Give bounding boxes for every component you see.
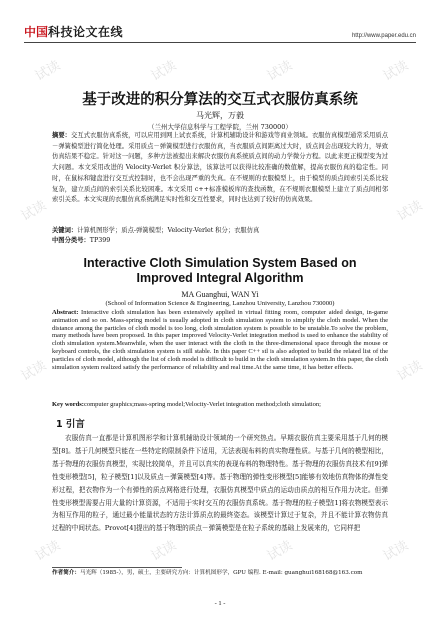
page-number: - 1 -	[214, 600, 226, 607]
watermark: 试读	[32, 58, 64, 85]
watermark: 试读	[394, 198, 426, 225]
authors-chinese: 马光辉，万毅	[196, 111, 244, 120]
keywords-chinese	[52, 226, 388, 235]
keywords-english-label: Key words:	[52, 401, 84, 408]
abstract-chinese-label: 摘要：	[52, 132, 72, 139]
section-body: 衣服仿真一直都是计算机图形学和计算机辅助设计领域的一个研究热点。早期衣服仿真主要采用基于几何的模型[8]。基于几何模型只能在一些特定的限制条件下适用，无法表现布料的真实物理性质。与基于几何的模型相比，基于物理的衣服仿真模型，实现比较简单，并且可以真实的表现布料的物理特性。基于物理的衣服仿真技术有[9]弹性变形模型[5]，粒子模型[1]以及质点－弹簧模型[4]等。基于物理的弹性变形模型[5]能够有效地仿真物体的弹性变形过程，把衣物作为一个有弹性的质点网格进行处理，衣服仿真模型中质点的运动由质点的相互作用力决定。但弹性变形模型需要占用大量的计算资源，不适用于实时交互的衣服仿真系统。基于物理的粒子模型[1]将衣物模型表示为相互作用的粒子，通过最小能量状态的方法计算质点的最终姿态。该模型计算过于复杂，并且不能计算衣物仿真过程的中间状态。Provot[4]提出的基于物理的质点－弹簧模型是在粒子系统的基础上发展来的，它同样把	[52, 434, 388, 533]
watermark: 试读	[148, 538, 180, 565]
affiliation-english: (School of Information Science & Engineering, Lanzhou University, Lanzhou 730000)	[105, 300, 335, 307]
abstract-chinese	[52, 131, 388, 206]
page-header	[24, 22, 416, 43]
logo-text-china: 中国	[24, 25, 49, 39]
watermark: 试读	[380, 58, 412, 85]
classification-number	[52, 236, 388, 245]
footnote-divider	[52, 567, 182, 568]
keywords-english	[52, 401, 388, 409]
abstract-english-text: Interactive cloth simulation has been extensively applied in virtual fitting room, computer aided design, in-game animation and so on. Mass-spring model is usually adopted in cloth simulation system to simplify the cloth model. When the distance among the particles of cloth model is too long, cloth simulation system is possible to be unstable.To solve the problem, many methods have been proposed. In this paper improved Velocity-Verlet integration method is used to enhance the stability of cloth simulation system.Meanwhile, when the user interact with the cloth in the three-dimensional space through the mouse or keyboard controls, the cloth simulation system is still stable. In this paper C++ stl is also adopted to build the related list of the particles of cloth model, although the list of cloth model is difficult to build in the cloth simulation system.In this paper, the cloth simulation system realized satisfy the performance of reliability and real time.At the same time, it has better effects.	[52, 309, 388, 371]
footnote-label: 作者简介：	[52, 570, 80, 576]
watermark: 试读	[264, 538, 296, 565]
watermark: 试读	[18, 198, 50, 225]
watermark: 试读	[32, 538, 64, 565]
journal-logo	[24, 23, 123, 42]
watermark: 试读	[380, 538, 412, 565]
logo-text-name: 科技论文在线	[48, 25, 124, 39]
authors-english: MA Guanghui, WAN Yi	[181, 290, 259, 299]
keywords-chinese-label: 关键词：	[52, 227, 78, 234]
title-english: Interactive Cloth Simulation System Based on Improved Integral Algorithm	[83, 256, 357, 285]
watermark: 试读	[264, 58, 296, 85]
footnote-text: 马光辉（1985-），男，硕士，主要研究方向：计算机图形学，GPU 编程. E-mail: guanghui168168@163.com	[79, 570, 363, 576]
affiliation-chinese: （兰州大学信息科学与工程学院，兰州 730000）	[148, 123, 292, 131]
abstract-english	[52, 309, 388, 371]
watermark: 试读	[394, 358, 426, 385]
keywords-english-text: computer graphics;mass-spring model;Velocity-Verlet integration method;cloth simulation;	[83, 401, 321, 408]
header-url[interactable]: http://www.paper.edu.cn	[351, 33, 416, 39]
author-footnote	[52, 570, 388, 578]
title-chinese: 基于改进的积分算法的交互式衣服仿真系统	[82, 92, 358, 108]
section-heading: 1 引言	[56, 419, 85, 430]
keywords-chinese-text: 计算机图形学；质点-弹簧模型；Velocity-Verlet 积分；衣服仿真	[77, 227, 260, 234]
abstract-chinese-text: 交互式衣服仿真系统，可以应用到网上试衣系统，计算机辅助设计和游戏等商业领域。衣服仿真模型通常采用质点－弹簧模型进行简化处理。采用质点－弹簧模型进行衣服仿真，当衣服质点间距离过大时，质点间会出现较大的力，导致仿真结果不稳定。针对这一问题，多种方法被提出来解决衣服仿真系统质点间的动力学微分方程。以此来更正模型变为过大问题。本文采用改进的 Velocity-Verlet 积分算法，该算法可以获得比较准确的数值解，提高衣服仿真的稳定性。同时，在鼠标和键盘进行交互式控制时，也不会出现严重的失真。在不规则的衣服模型上，由于模型的质点间索引关系比较复杂，建立质点间的索引关系比较困难。本文采用 c++标准模板库的查找函数，在不规则衣服模型上建立了质点间相邻索引关系。本文实现的衣服仿真系统满足实时性和交互性要求，同时也达到了较好的仿真效果。	[52, 132, 389, 204]
classification-value: TP399	[89, 237, 111, 244]
classification-label: 中图分类号：	[52, 237, 90, 244]
abstract-english-label: Abstract:	[52, 309, 79, 316]
watermark: 试读	[18, 358, 50, 385]
watermark: 试读	[148, 58, 180, 85]
